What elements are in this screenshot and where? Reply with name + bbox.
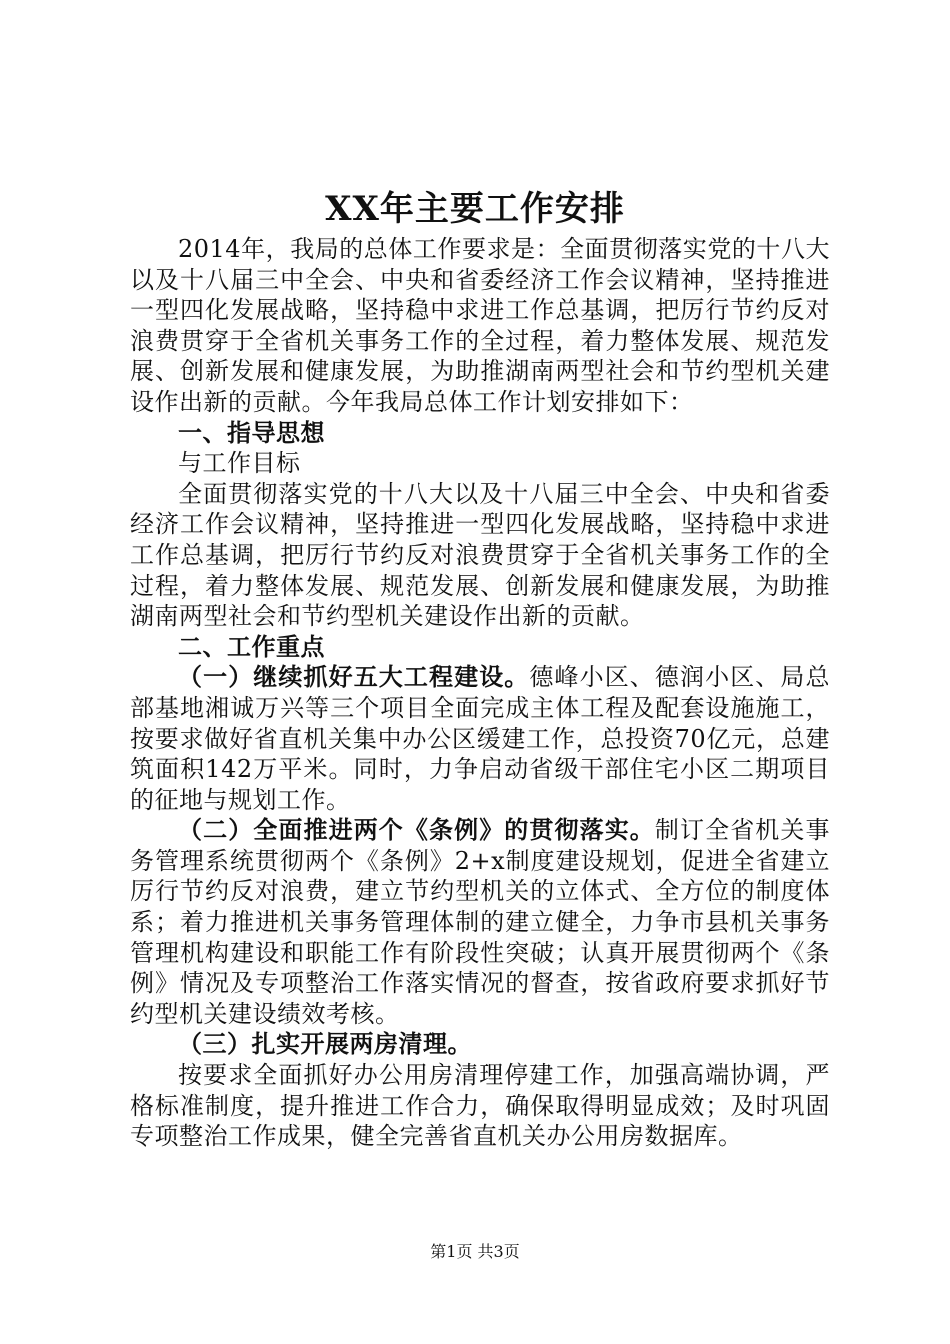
focus-item-1-lead: （一）继续抓好五大工程建设。 xyxy=(178,662,530,692)
document-title: XX年主要工作安排 xyxy=(325,189,625,229)
focus-item-3-text: 按要求全面抓好办公用房清理停建工作，加强高端协调，严格标准制度，提升推进工作合力，确保取得明显成效；及时巩固专项整治工作成果，健全完善省直机关办公用房数据库。 xyxy=(130,1061,830,1151)
focus-item-1 xyxy=(130,662,830,815)
focus-item-2-text: 制订全省机关事务管理系统贯彻两个《条例》2+x制度建设规划，促进全省建立厉行节约反对浪费，建立节约型机关的立体式、全方位的制度体系；着力推进机关事务管理体制的建立健全，力争市县机关事务管理机构建设和职能工作有阶段性突破；认真开展贯彻两个《条例》情况及专项整治工作落实情况的督查，按省政府要求抓好节约型机关建设绩效考核。 xyxy=(130,816,831,1028)
focus-item-3 xyxy=(130,1029,830,1060)
intro-paragraph: 2014年，我局的总体工作要求是：全面贯彻落实党的十八大以及十八届三中全会、中央和省委经济工作会议精神，坚持推进一型四化发展战略，坚持稳中求进工作总基调，把厉行节约反对浪费贯穿于全省机关事务工作的全过程，着力整体发展、规范发展、创新发展和健康发展，为助推湖南两型社会和节约型机关建设作出新的贡献。今年我局总体工作计划安排如下： xyxy=(130,235,830,416)
focus-item-3-lead: （三）扎实开展两房清理。 xyxy=(178,1029,472,1059)
section-heading-focus: 二、工作重点 xyxy=(178,631,325,661)
focus-item-1-text: 德峰小区、德润小区、局总部基地湘诚万兴等三个项目全面完成主体工程及配套设施施工，按要求做好省直机关集中办公区缓建工作，总投资70亿元，总建筑面积142万平米。同时，力争启动省级干部住宅小区二期项目的征地与规划工作。 xyxy=(130,663,831,814)
section-subheading-goals: 与工作目标 xyxy=(178,449,301,478)
document-body xyxy=(130,234,830,1152)
focus-item-2-lead: （二）全面推进两个《条例》的贯彻落实。 xyxy=(178,815,655,845)
focus-item-2 xyxy=(130,815,830,1029)
section-heading-guiding: 一、指导思想 xyxy=(178,417,325,447)
page-number-footer: 第1页 共3页 xyxy=(430,1242,520,1261)
guiding-paragraph: 全面贯彻落实党的十八大以及十八届三中全会、中央和省委经济工作会议精神，坚持推进一型四化发展战略，坚持稳中求进工作总基调，把厉行节约反对浪费贯穿于全省机关事务工作的全过程，着力整体发展、规范发展、创新发展和健康发展，为助推湖南两型社会和节约型机关建设作出新的贡献。 xyxy=(130,479,830,631)
